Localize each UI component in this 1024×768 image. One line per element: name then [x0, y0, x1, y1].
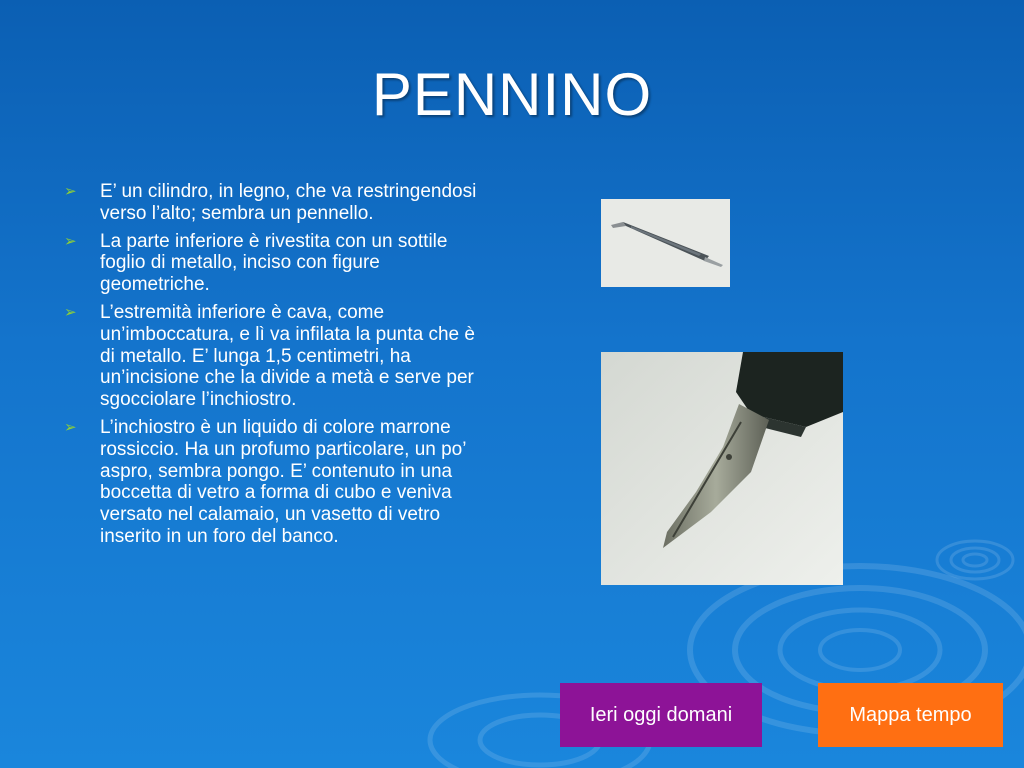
bullet-item — [62, 417, 482, 548]
bullet-text: La parte inferiore è rivestita con un sottile foglio di metallo, inciso con figure geometriche. — [100, 230, 448, 296]
pen-holder-image — [601, 199, 730, 287]
ieri-oggi-domani-button[interactable]: Ieri oggi domani — [560, 683, 762, 747]
arrow-bullet-icon: ➢ — [64, 303, 77, 321]
pen-nib-image — [601, 352, 843, 585]
bullet-item — [62, 181, 482, 225]
mappa-tempo-button[interactable]: Mappa tempo — [818, 683, 1003, 747]
arrow-bullet-icon: ➢ — [64, 418, 77, 436]
arrow-bullet-icon: ➢ — [64, 183, 77, 200]
bullet-list — [62, 181, 482, 554]
bullet-item — [62, 231, 482, 296]
bullet-item — [62, 302, 482, 411]
bullet-text: E’ un cilindro, in legno, che va restringendosi verso l’alto; sembra un pennello. — [100, 181, 477, 224]
slide-title: PENNINO — [371, 61, 653, 128]
arrow-bullet-icon: ➢ — [64, 232, 77, 250]
bullet-text: L’estremità inferiore è cava, come un’imboccatura, e lì va infilata la punta che è di metallo. E’ lunga 1,5 centimetri, ha un’incisione che la divide a metà e serve per sgocciolare l’inchiostro. — [100, 301, 475, 411]
bullet-text: L’inchiostro è un liquido di colore marrone rossiccio. Ha un profumo particolare, un po’ aspro, sembra pongo. E’ contenuto in una boccetta di vetro a forma di cubo e veniva versato nel calamaio, un vasetto di vetro inserito in un foro del banco. — [100, 416, 466, 547]
